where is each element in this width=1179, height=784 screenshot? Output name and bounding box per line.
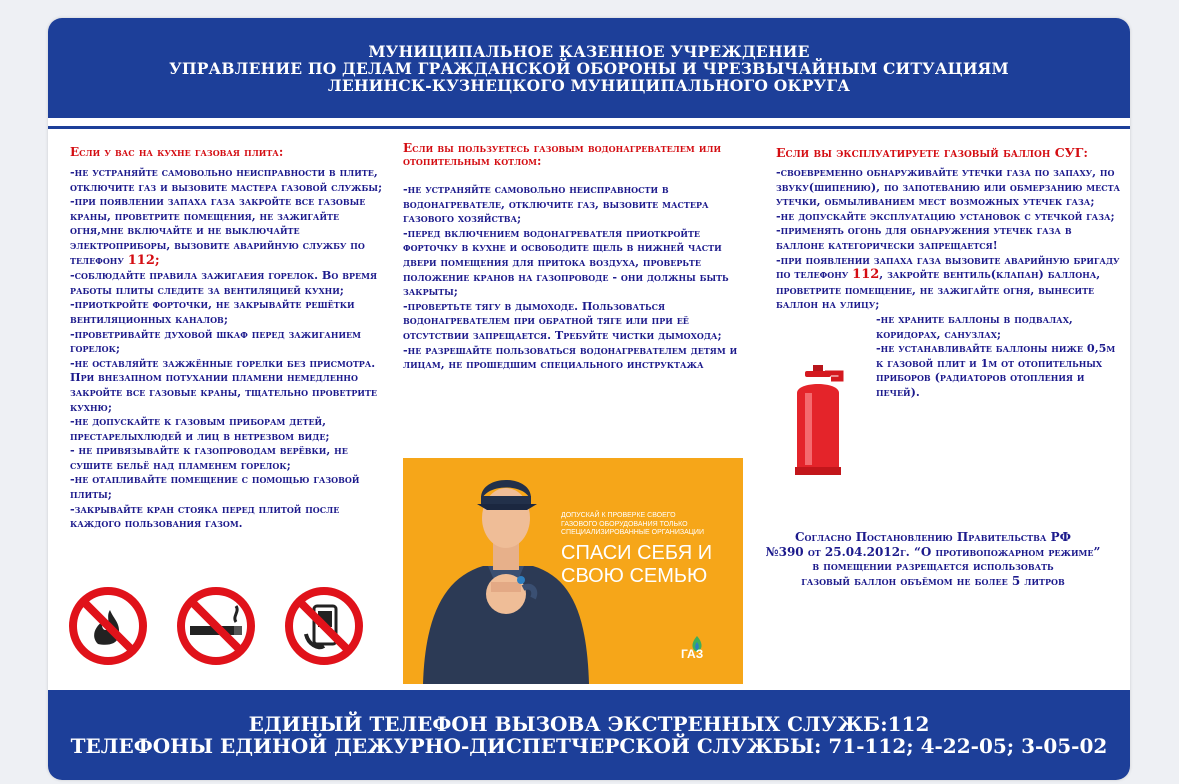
rule-text: -не устраняйте самовольно неисправности в водонагревателе, отключите газ, вызовите мастера газового хозяйства;	[403, 182, 709, 226]
rule-text: -не допускайте эксплуатацию установок с утечкой газа;	[776, 208, 1115, 223]
decree-line-4: газовый баллон объёмом не более 5 литров	[801, 573, 1065, 588]
gas-cylinder-heading: Если вы эксплуатируете газовый баллон СУГ:	[776, 145, 1089, 160]
decree-line-3: в помещении разрещается использовать	[812, 559, 1054, 573]
decree-line-1: Согласно Постановлению Правительства РФ	[795, 530, 1071, 544]
header-line-2: УПРАВЛЕНИЕ ПО ДЕЛАМ ГРАЖДАНСКОЙ ОБОРОНЫ И ЧРЕЗВЫЧАЙНЫМ СИТУАЦИЯМ	[169, 58, 1009, 78]
poster-fine-print: ДОПУСКАЙ К ПРОВЕРКЕ СВОЕГО ГАЗОВОГО ОБОРУДОВАНИЯ ТОЛЬКО СПЕЦИАЛИЗИРОВАННЫЕ ОРГАНИЗАЦИИ	[561, 512, 704, 536]
gas-worker-poster	[403, 458, 743, 684]
header-line-1: МУНИЦИПАЛЬНОЕ КАЗЕННОЕ УЧРЕЖДЕНИЕ	[368, 41, 810, 61]
rule-text: -не разрешайте пользоваться водонагревателем детям и лицам, не прошедшим специального инструктажа	[403, 342, 738, 372]
rule-text: -закрывайте кран стояка перед плитой после каждого пользования газом.	[70, 501, 340, 531]
poster-slogan: СПАСИ СЕБЯ И СВОЮ СЕМЬЮ	[561, 542, 713, 587]
gas-stove-heading: Если у вас на кухне газовая плита:	[70, 145, 284, 159]
rule-text: -применять огонь для обнаружения утечек газа в баллоне категорически запрещается!	[776, 223, 1072, 252]
rule-text-part: , закройте вентиль(клапан) баллона, проветрите помещение, не зажигайте огня, вынесите баллон на улицу;	[776, 267, 1101, 312]
rule-text: -не отапливайте помещение с помощью газовой плиты;	[70, 472, 360, 502]
emergency-phone: 112;	[127, 252, 160, 268]
gas-stove-section	[70, 146, 390, 531]
rule-text	[70, 194, 390, 268]
rule-text: -провертьте тягу в дымоходе. Пользоваться водонагревателем при обратной тяге или при её отсутствии запрещается. Требуйте чистки дымохода;	[403, 298, 722, 342]
header-divider	[48, 118, 1130, 126]
rule-text: -не устанавливайте баллоны ниже 0,5м к газовой плит и 1м от отопительных приборов (радиаторов отопления и печей).	[876, 341, 1116, 399]
water-heater-heading: Если вы пользуетесь газовым водонагревателем или отопительным котлом:	[403, 141, 722, 168]
safety-poster	[48, 18, 1130, 780]
rule-text	[776, 253, 1121, 312]
rule-text: -соблюдайте правила зажигаеия горелок. Во время работы плиты следите за вентиляцией кухни;	[70, 268, 378, 297]
gas-stove-rules	[70, 165, 390, 531]
rule-text: -не допускайте к газовым приборам детей, престарелыхлюдей и лиц в нетрезвом виде;	[70, 414, 330, 443]
emergency-number-line: ЕДИНЫЙ ТЕЛЕФОН ВЫЗОВА ЭКСТРЕННЫХ СЛУЖБ:112	[248, 712, 930, 736]
prohibition-signs	[68, 586, 368, 668]
no-phone-icon	[284, 586, 364, 666]
water-heater-rules	[403, 182, 748, 372]
rule-text: - не привязывайте к газопроводам верёвки, не сушите бельё над пламенем горелок;	[70, 443, 348, 472]
rule-text-part: -при появлении запаха газа вызовите аварийную бригаду по телефону	[776, 252, 1120, 282]
no-open-flame-icon	[68, 586, 148, 666]
gas-cylinder-section	[776, 146, 1121, 400]
decree-line-2: №390 от 25.04.2012г. “О противопожарном режиме”	[765, 544, 1101, 559]
rule-text: -не храните баллоны в подвалах, коридорах, санузлах;	[876, 311, 1073, 341]
rule-text: -проветривайте духовой шкаф перед зажиганием горелок;	[70, 326, 361, 356]
government-decree-note	[748, 530, 1118, 588]
rule-text: -приоткройте форточки, не закрывайте решётки вентиляционных каналов;	[70, 297, 355, 326]
water-heater-section	[403, 142, 748, 372]
dispatch-numbers-line: ТЕЛЕФОНЫ ЕДИНОЙ ДЕЖУРНО-ДИСПЕТЧЕРСКОЙ СЛУЖБЫ: 71-112; 4-22-05; 3-05-02	[70, 734, 1108, 758]
emergency-phone: 112	[852, 267, 880, 283]
gas-cylinder-icon	[783, 363, 853, 478]
rule-text: -перед включением водонагревателя приоткройте форточку в кухне и освободите щель в нижней части двери помещения для притока воздуха, проверьте положение кранов на газопроводе - они должны быть закрыты;	[403, 225, 729, 299]
rule-text: -своевременно обнаруживайте утечки газа по запаху, по звуку(шипению), по запотеванию или обмерзанию места утечки, обмыливанием мест возможных утечек газа;	[776, 165, 1121, 209]
rule-text: -не устраняйте самовольно неисправности в плите, отключите газ и вызовите мастера газовой службы;	[70, 165, 383, 194]
header-banner	[48, 18, 1130, 118]
gaz-logo-text: ГАЗ	[681, 647, 704, 661]
footer-banner	[48, 690, 1130, 780]
header-divider-line	[48, 126, 1130, 129]
header-line-3: ЛЕНИНСК-КУЗНЕЦКОГО МУНИЦИПАЛЬНОГО ОКРУГА	[327, 75, 851, 95]
no-smoking-icon	[176, 586, 256, 666]
rule-text-part: -при появлении запаха газа закройте все газовые краны, проветрите помещения, не зажигайте огня,мне включайте и не выключайте электроприборы, вызовите аварийную службу по телефону	[70, 194, 366, 267]
rule-text: -не оставляйте зажжённые горелки без присмотра. При внезапном потухании пламени немедленно закройте все газовые краны, тщательно проветрите кухню;	[70, 355, 378, 414]
